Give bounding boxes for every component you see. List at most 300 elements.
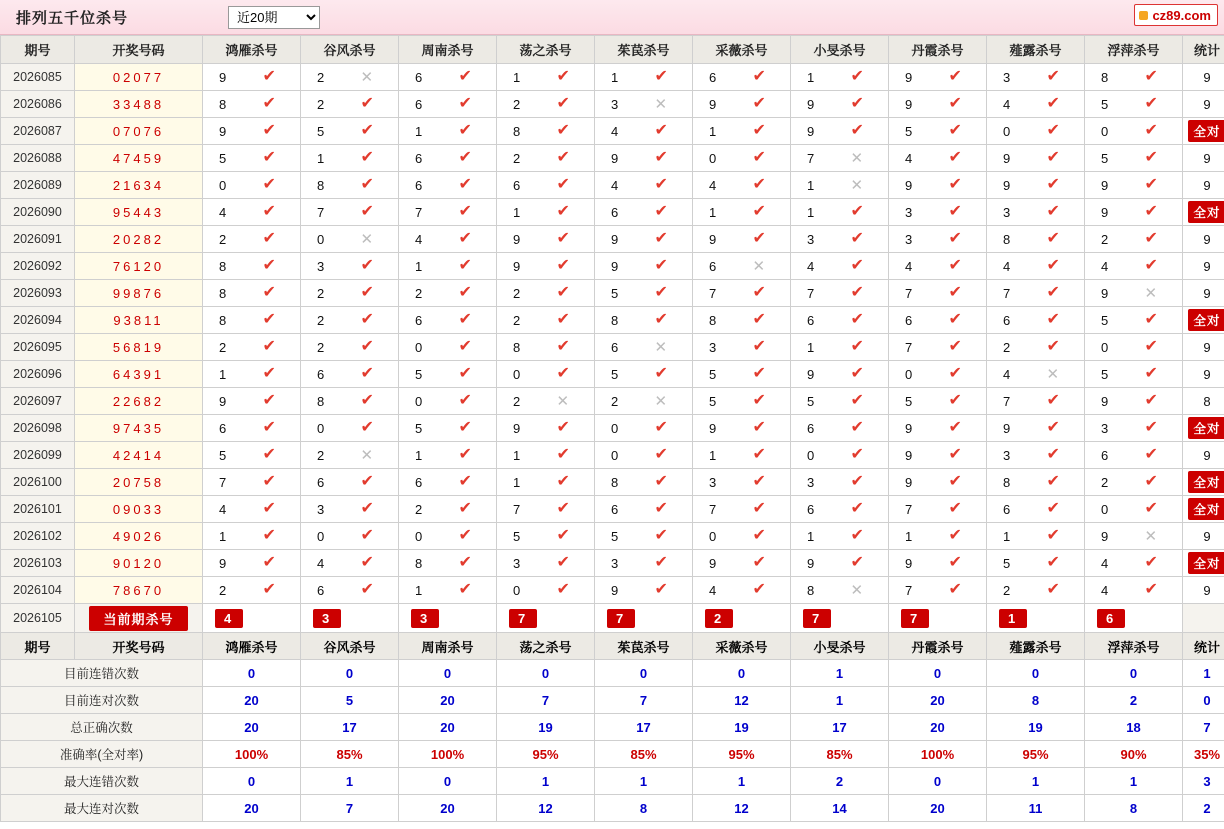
check-icon: ✔ [360, 284, 374, 301]
kill-cell-0 [203, 523, 301, 550]
kill-number: 4 [611, 177, 619, 193]
kill-number: 9 [219, 123, 227, 139]
kill-number: 1 [513, 69, 521, 85]
table-row [1, 550, 1224, 577]
kill-result-mark [355, 420, 399, 436]
table-row [1, 91, 1224, 118]
kill-cell-8 [987, 523, 1085, 550]
check-icon: ✔ [654, 365, 668, 382]
kill-cell-2 [399, 334, 497, 361]
kill-number: 0 [415, 393, 423, 409]
kill-number: 4 [611, 123, 619, 139]
column-header-8: 小旻杀号 [791, 36, 889, 64]
kill-cell-5 [693, 64, 791, 91]
stat-cell: 9 [1183, 64, 1224, 91]
kill-number: 2 [219, 339, 227, 355]
kill-result-mark [747, 69, 791, 85]
summary-label: 总正确次数 [1, 714, 203, 741]
summary-value-4: 17 [595, 714, 693, 741]
kill-result-mark [747, 366, 791, 382]
kill-result-mark [943, 420, 987, 436]
draw-code-cell: 20282 [75, 226, 203, 253]
kill-number: 1 [709, 204, 717, 220]
kill-result-mark [257, 393, 301, 409]
kill-cell-8 [987, 469, 1085, 496]
draw-code-cell: 02077 [75, 64, 203, 91]
check-icon: ✔ [948, 203, 962, 220]
kill-result-mark [257, 177, 301, 193]
kill-cell-2 [399, 280, 497, 307]
kill-result-mark [943, 69, 987, 85]
check-icon: ✔ [948, 365, 962, 382]
kill-result-mark [257, 69, 301, 85]
table-row [1, 253, 1224, 280]
kill-number: 2 [1003, 582, 1011, 598]
kill-cell-7 [889, 64, 987, 91]
kill-number: 5 [709, 393, 717, 409]
check-icon: ✔ [1144, 311, 1158, 328]
table-row [1, 64, 1224, 91]
kill-cell-6 [791, 334, 889, 361]
summary-value-2: 0 [399, 660, 497, 687]
kill-number: 9 [513, 258, 521, 274]
check-icon: ✔ [458, 149, 472, 166]
summary-row [1, 660, 1224, 687]
current-kill-cell-0 [203, 604, 301, 633]
stat-cell [1183, 415, 1224, 442]
table-body [1, 64, 1224, 633]
kill-result-mark [1139, 582, 1183, 598]
kill-cell-6 [791, 118, 889, 145]
period-select[interactable] [228, 6, 320, 29]
summary-value-9: 90% [1085, 741, 1183, 768]
check-icon: ✔ [1046, 446, 1060, 463]
all-correct-badge: 全对 [1188, 201, 1224, 223]
issue-cell: 2026086 [1, 91, 75, 118]
check-icon: ✔ [458, 581, 472, 598]
kill-result-mark [453, 69, 497, 85]
kill-result-mark [943, 501, 987, 517]
kill-cell-6 [791, 199, 889, 226]
table-row [1, 496, 1224, 523]
kill-result-mark [453, 285, 497, 301]
kill-cell-1 [301, 361, 399, 388]
kill-result-mark [453, 204, 497, 220]
kill-number: 4 [807, 258, 815, 274]
kill-result-mark [649, 150, 693, 166]
kill-result-mark [1041, 177, 1085, 193]
cross-icon: ✕ [360, 68, 374, 86]
column-header-5: 荡之杀号 [497, 36, 595, 64]
kill-cell-8 [987, 199, 1085, 226]
check-icon: ✔ [556, 473, 570, 490]
kill-result-mark [845, 447, 889, 463]
kill-cell-8 [987, 415, 1085, 442]
kill-result-mark [649, 528, 693, 544]
kill-number: 0 [1101, 339, 1109, 355]
kill-result-mark [257, 285, 301, 301]
issue-cell: 2026102 [1, 523, 75, 550]
kill-result-mark [453, 366, 497, 382]
kill-cell-2 [399, 91, 497, 118]
kill-number: 3 [1003, 69, 1011, 85]
column-header-7: 采薇杀号 [693, 36, 791, 64]
check-icon: ✔ [458, 95, 472, 112]
kill-result-mark [355, 312, 399, 328]
check-icon: ✔ [654, 203, 668, 220]
cross-icon: ✕ [654, 338, 668, 356]
kill-number: 2 [513, 96, 521, 112]
check-icon: ✔ [948, 446, 962, 463]
kill-number: 1 [513, 474, 521, 490]
cross-icon: ✕ [850, 176, 864, 194]
check-icon: ✔ [850, 230, 864, 247]
cross-icon: ✕ [752, 257, 766, 275]
check-icon: ✔ [948, 257, 962, 274]
kill-cell-9 [1085, 496, 1183, 523]
kill-result-mark [1139, 286, 1183, 301]
kill-cell-1 [301, 496, 399, 523]
kill-cell-6 [791, 496, 889, 523]
kill-result-mark [355, 258, 399, 274]
issue-cell: 2026094 [1, 307, 75, 334]
kill-cell-7 [889, 442, 987, 469]
summary-value-1: 1 [301, 768, 399, 795]
kill-result-mark [551, 366, 595, 382]
kill-number: 0 [317, 528, 325, 544]
summary-value-3: 0 [497, 660, 595, 687]
kill-cell-8 [987, 118, 1085, 145]
kill-cell-1 [301, 550, 399, 577]
kill-cell-9 [1085, 226, 1183, 253]
kill-number: 5 [709, 366, 717, 382]
all-correct-badge: 全对 [1188, 552, 1224, 574]
kill-number: 3 [905, 231, 913, 247]
kill-number: 4 [1101, 555, 1109, 571]
kill-number: 4 [219, 501, 227, 517]
check-icon: ✔ [262, 338, 276, 355]
kill-number: 3 [807, 474, 815, 490]
draw-code-cell: 64391 [75, 361, 203, 388]
check-icon: ✔ [1046, 176, 1060, 193]
check-icon: ✔ [360, 311, 374, 328]
kill-number: 2 [415, 285, 423, 301]
kill-number: 9 [1003, 150, 1011, 166]
check-icon: ✔ [262, 149, 276, 166]
kill-number: 2 [513, 393, 521, 409]
kill-result-mark [649, 69, 693, 85]
kill-result-mark [747, 285, 791, 301]
kill-cell-8 [987, 496, 1085, 523]
kill-cell-2 [399, 361, 497, 388]
check-icon: ✔ [752, 581, 766, 598]
kill-number: 9 [1101, 177, 1109, 193]
period-select-wrap[interactable] [228, 6, 320, 29]
check-icon: ✔ [262, 230, 276, 247]
kill-result-mark [1041, 501, 1085, 517]
kill-result-mark [649, 340, 693, 355]
check-icon: ✔ [654, 149, 668, 166]
kill-cell-9 [1085, 442, 1183, 469]
check-icon: ✔ [948, 95, 962, 112]
check-icon: ✔ [458, 284, 472, 301]
kill-cell-8 [987, 145, 1085, 172]
kill-number: 1 [709, 447, 717, 463]
kill-result-mark [355, 555, 399, 571]
check-icon: ✔ [1046, 68, 1060, 85]
kill-number: 3 [513, 555, 521, 571]
summary-stat: 35% [1183, 741, 1224, 768]
kill-result-mark [845, 420, 889, 436]
check-icon: ✔ [1144, 95, 1158, 112]
issue-cell: 2026091 [1, 226, 75, 253]
kill-number: 7 [905, 285, 913, 301]
cross-icon: ✕ [850, 149, 864, 167]
kill-cell-1 [301, 388, 399, 415]
draw-code-cell: 93811 [75, 307, 203, 334]
check-icon: ✔ [654, 176, 668, 193]
kill-result-mark [1139, 123, 1183, 139]
kill-number: 9 [611, 582, 619, 598]
draw-code-cell: 76120 [75, 253, 203, 280]
kill-number: 0 [513, 582, 521, 598]
summary-column-header-10: 薤露杀号 [987, 633, 1085, 660]
kill-cell-7 [889, 577, 987, 604]
kill-cell-7 [889, 307, 987, 334]
kill-result-mark [649, 582, 693, 598]
kill-result-mark [1041, 204, 1085, 220]
check-icon: ✔ [654, 446, 668, 463]
check-icon: ✔ [1046, 284, 1060, 301]
kill-number: 6 [415, 150, 423, 166]
kill-result-mark [649, 123, 693, 139]
current-kill-cell-2 [399, 604, 497, 633]
kill-cell-1 [301, 172, 399, 199]
kill-cell-5 [693, 91, 791, 118]
kill-result-mark [1139, 366, 1183, 382]
check-icon: ✔ [654, 230, 668, 247]
kill-result-mark [747, 501, 791, 517]
kill-cell-9 [1085, 415, 1183, 442]
current-kill-cell-3 [497, 604, 595, 633]
kill-cell-5 [693, 145, 791, 172]
kill-number: 9 [1003, 177, 1011, 193]
kill-number: 2 [219, 582, 227, 598]
kill-number: 1 [317, 150, 325, 166]
kill-result-mark [551, 123, 595, 139]
kill-cell-5 [693, 199, 791, 226]
check-icon: ✔ [654, 554, 668, 571]
stat-cell: 9 [1183, 442, 1224, 469]
summary-column-header-3: 谷风杀号 [301, 633, 399, 660]
kill-result-mark [551, 150, 595, 166]
kill-result-mark [453, 96, 497, 112]
kill-number: 6 [317, 474, 325, 490]
table-row [1, 199, 1224, 226]
check-icon: ✔ [556, 68, 570, 85]
check-icon: ✔ [850, 554, 864, 571]
kill-cell-1 [301, 334, 399, 361]
kill-result-mark [1139, 474, 1183, 490]
column-header-9: 丹霞杀号 [889, 36, 987, 64]
kill-result-mark [355, 448, 399, 463]
check-icon: ✔ [458, 257, 472, 274]
kill-cell-4 [595, 253, 693, 280]
kill-number: 8 [611, 312, 619, 328]
kill-result-mark [747, 474, 791, 490]
kill-cell-9 [1085, 307, 1183, 334]
kill-result-mark [943, 258, 987, 274]
summary-value-3: 19 [497, 714, 595, 741]
kill-result-mark [551, 177, 595, 193]
check-icon: ✔ [1046, 122, 1060, 139]
site-logo[interactable] [1134, 4, 1218, 26]
draw-code-cell: 07076 [75, 118, 203, 145]
kill-result-mark [845, 123, 889, 139]
check-icon: ✔ [458, 203, 472, 220]
kill-cell-6 [791, 361, 889, 388]
kill-number: 2 [1003, 339, 1011, 355]
current-issue-row [1, 604, 1224, 633]
kill-cell-4 [595, 91, 693, 118]
kill-number: 5 [219, 150, 227, 166]
kill-cell-1 [301, 307, 399, 334]
check-icon: ✔ [262, 68, 276, 85]
kill-cell-7 [889, 199, 987, 226]
kill-result-mark [649, 394, 693, 409]
summary-value-0: 20 [203, 795, 301, 822]
kill-result-mark [1139, 231, 1183, 247]
kill-result-mark [453, 582, 497, 598]
check-icon: ✔ [752, 419, 766, 436]
kill-number: 9 [807, 96, 815, 112]
kill-number: 9 [1101, 393, 1109, 409]
summary-value-6: 14 [791, 795, 889, 822]
summary-value-9: 1 [1085, 768, 1183, 795]
kill-cell-3 [497, 496, 595, 523]
check-icon: ✔ [556, 365, 570, 382]
kill-result-mark [747, 312, 791, 328]
kill-number: 9 [1101, 204, 1109, 220]
kill-number: 9 [905, 420, 913, 436]
kill-number: 8 [415, 555, 423, 571]
kill-number: 6 [415, 96, 423, 112]
kill-result-mark [649, 204, 693, 220]
summary-value-1: 5 [301, 687, 399, 714]
summary-column-header-5: 荡之杀号 [497, 633, 595, 660]
kill-cell-4 [595, 523, 693, 550]
check-icon: ✔ [948, 284, 962, 301]
kill-cell-0 [203, 199, 301, 226]
summary-value-5: 12 [693, 795, 791, 822]
kill-number: 3 [317, 258, 325, 274]
check-icon: ✔ [556, 257, 570, 274]
kill-result-mark [1041, 312, 1085, 328]
check-icon: ✔ [262, 203, 276, 220]
kill-cell-6 [791, 226, 889, 253]
check-icon: ✔ [556, 95, 570, 112]
kill-cell-1 [301, 64, 399, 91]
check-icon: ✔ [850, 446, 864, 463]
kill-number-table [0, 35, 1224, 822]
check-icon: ✔ [458, 311, 472, 328]
check-icon: ✔ [1046, 392, 1060, 409]
kill-cell-5 [693, 361, 791, 388]
check-icon: ✔ [458, 527, 472, 544]
kill-cell-2 [399, 199, 497, 226]
check-icon: ✔ [1144, 392, 1158, 409]
kill-cell-3 [497, 253, 595, 280]
kill-result-mark [747, 555, 791, 571]
kill-cell-0 [203, 361, 301, 388]
kill-cell-6 [791, 577, 889, 604]
kill-result-mark [355, 232, 399, 247]
logo-square-icon [1139, 11, 1148, 20]
kill-number: 9 [905, 69, 913, 85]
check-icon: ✔ [556, 527, 570, 544]
kill-cell-9 [1085, 388, 1183, 415]
kill-number: 0 [611, 420, 619, 436]
draw-code-cell: 33488 [75, 91, 203, 118]
kill-cell-5 [693, 496, 791, 523]
kill-number: 4 [1101, 258, 1109, 274]
kill-cell-9 [1085, 145, 1183, 172]
kill-result-mark [1139, 529, 1183, 544]
check-icon: ✔ [1144, 419, 1158, 436]
kill-result-mark [257, 582, 301, 598]
issue-cell: 2026090 [1, 199, 75, 226]
kill-cell-1 [301, 199, 399, 226]
table-row [1, 172, 1224, 199]
kill-result-mark [943, 96, 987, 112]
draw-code-cell: 09033 [75, 496, 203, 523]
kill-result-mark [551, 204, 595, 220]
current-kill-cell-7 [889, 604, 987, 633]
kill-cell-8 [987, 361, 1085, 388]
kill-number: 6 [415, 474, 423, 490]
check-icon: ✔ [360, 473, 374, 490]
kill-result-mark [845, 474, 889, 490]
kill-number: 1 [415, 123, 423, 139]
kill-number: 1 [513, 204, 521, 220]
kill-cell-6 [791, 415, 889, 442]
kill-number: 7 [905, 501, 913, 517]
issue-cell: 2026099 [1, 442, 75, 469]
check-icon: ✔ [360, 419, 374, 436]
kill-cell-9 [1085, 334, 1183, 361]
kill-number: 9 [709, 420, 717, 436]
check-icon: ✔ [458, 473, 472, 490]
kill-result-mark [943, 555, 987, 571]
stat-cell: 9 [1183, 523, 1224, 550]
cross-icon: ✕ [1046, 365, 1060, 383]
kill-number: 7 [807, 285, 815, 301]
stat-cell [1183, 469, 1224, 496]
kill-result-mark [1139, 204, 1183, 220]
issue-cell: 2026089 [1, 172, 75, 199]
kill-cell-4 [595, 415, 693, 442]
summary-value-9: 2 [1085, 687, 1183, 714]
kill-cell-4 [595, 388, 693, 415]
check-icon: ✔ [458, 68, 472, 85]
table-row [1, 442, 1224, 469]
kill-cell-6 [791, 172, 889, 199]
kill-cell-1 [301, 253, 399, 280]
kill-number: 6 [415, 177, 423, 193]
kill-cell-0 [203, 388, 301, 415]
kill-number: 3 [1003, 204, 1011, 220]
issue-cell: 2026087 [1, 118, 75, 145]
